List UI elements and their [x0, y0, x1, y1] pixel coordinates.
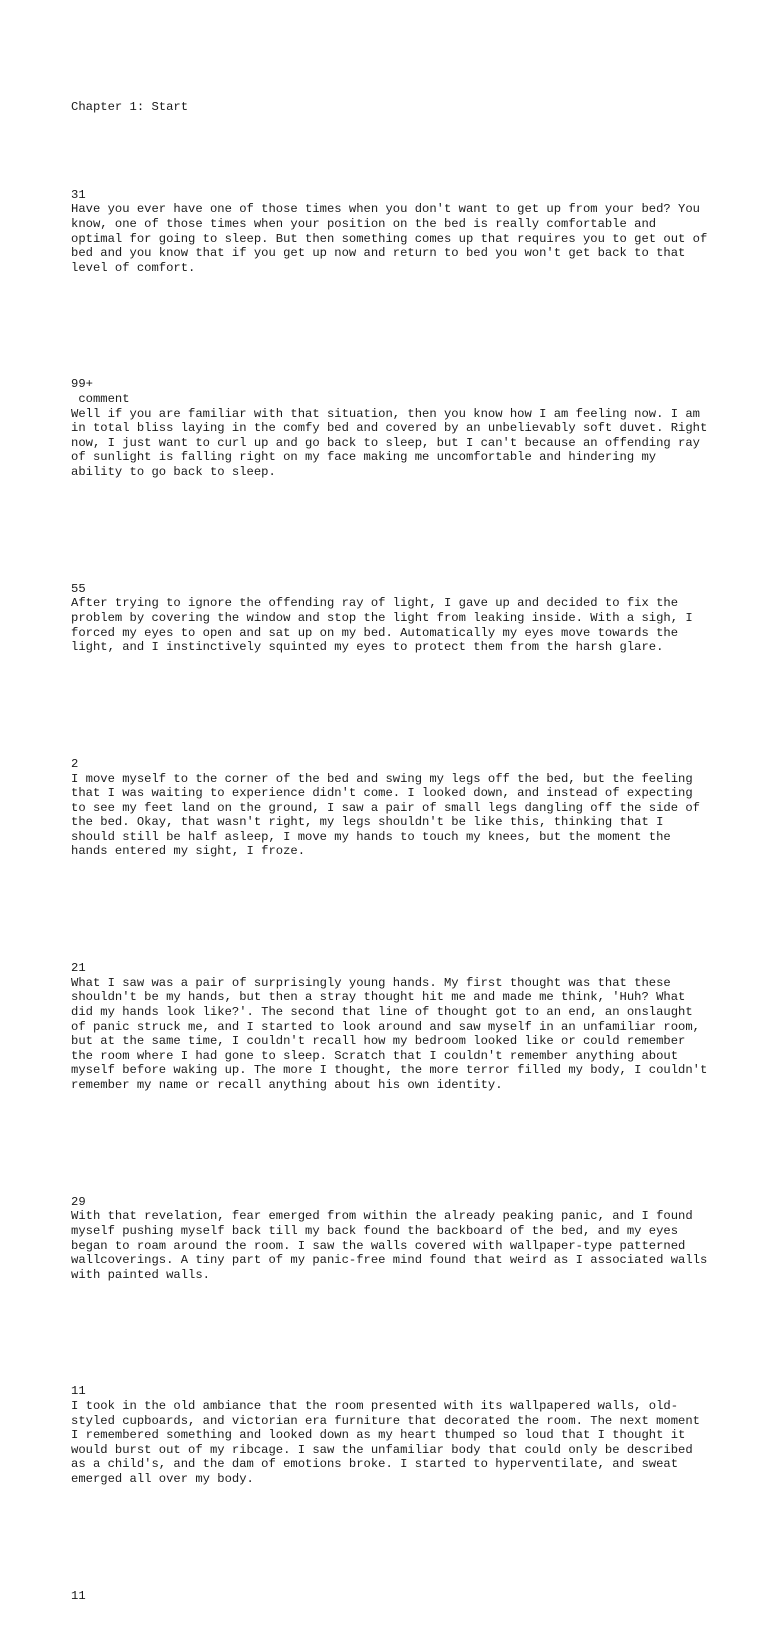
comment-count[interactable]: 21: [71, 961, 86, 976]
paragraph-text: What I saw was a pair of surprisingly young hands. My first thought was that these shouldn't be my hands, but then a stray thought hit me and made me think, 'Huh? What did my hands look like?'. The second that line of thought got to an end, an onslaught of panic struck me, and I started to look around and saw myself in an unfamiliar room, but at the same time, I couldn't recall how my bedroom looked like or could remember the room where I had gone to sleep. Scratch that I couldn't remember anything about myself before waking up. The more I thought, the more terror filled my body, I couldn't remember my name or recall anything about his own identity.: [71, 975, 715, 1092]
comment-count[interactable]: 29: [71, 1194, 86, 1209]
comment-count[interactable]: 55: [71, 581, 86, 596]
paragraph-text: I took in the old ambiance that the room presented with its wallpapered walls, old-styled cupboards, and victorian era furniture that decorated the room. The next moment I remembered something and looked down as my heart thumped so loud that I thought it would burst out of my ribcage. I saw the unfamiliar body that could only be described as a child's, and the dam of emotions broke. I started to hyperventilate, and sweat emerged all over my body.: [71, 1399, 708, 1486]
paragraph-block: [71, 1355, 711, 1501]
paragraph-block: [71, 728, 711, 874]
chapter-title: Chapter 1: Start: [71, 100, 189, 115]
comment-count[interactable]: 11: [71, 1588, 86, 1603]
document-page: [71, 71, 715, 1647]
comment-count[interactable]: 99+: [71, 377, 93, 392]
comment-count[interactable]: 11: [71, 1384, 86, 1399]
comment-label[interactable]: comment: [71, 392, 130, 407]
paragraph-block: [71, 553, 711, 670]
paragraph-text: Have you ever have one of those times when you don't want to get up from your bed? You know, one of those times when your position on the bed is really comfortable and optimal for going to sleep. But then something comes up that requires you to get out of bed and you know that if you get up now and return to bed you won't get back to that level of comfort.: [71, 202, 715, 275]
comment-count[interactable]: 31: [71, 187, 86, 202]
paragraph-text: Well if you are familiar with that situation, then you know how I am feeling now. I am in total bliss laying in the comfy bed and covered by an unbelievably soft duvet. Right now, I just want to curl up and go back to sleep, but I can't because an offending ray of sunlight is falling right on my face making me uncomfortable and hindering my ability to go back to sleep.: [71, 406, 715, 480]
paragraph-block: [71, 932, 715, 1107]
paragraph-text: With that revelation, fear emerged from within the already peaking panic, and I found myself pushing myself back till my back found the backboard of the bed, and my eyes began to roam around the room. I saw the walls covered with wallpaper-type patterned wallcoverings. A tiny part of my panic-free mind found that weird as I associated walls with painted walls.: [71, 1209, 715, 1282]
comment-count[interactable]: 2: [71, 756, 79, 771]
paragraph-block: [71, 1166, 715, 1297]
paragraph-text: I move myself to the corner of the bed and swing my legs off the bed, but the feeling that I was waiting to experience didn't come. I looked down, and instead of expecting to see my feet land on the ground, I saw a pair of small legs dangling off the side of the bed. Okay, that wasn't right, my legs shouldn't be like this, thinking that I should still be half asleep, I move my hands to touch my knees, but the moment the hands entered my sight, I froze.: [71, 771, 708, 859]
paragraph-block: [71, 1560, 711, 1633]
paragraph-text: After trying to ignore the offending ray of light, I gave up and decided to fix the problem by covering the window and stop the light from leaking inside. With a sigh, I forced my eyes to open and sat up on my bed. Automatically my eyes move towards the light, and I instinctively squinted my eyes to protect them from the harsh glare.: [71, 596, 700, 655]
paragraph-block: [71, 348, 715, 494]
paragraph-block: [71, 159, 715, 290]
